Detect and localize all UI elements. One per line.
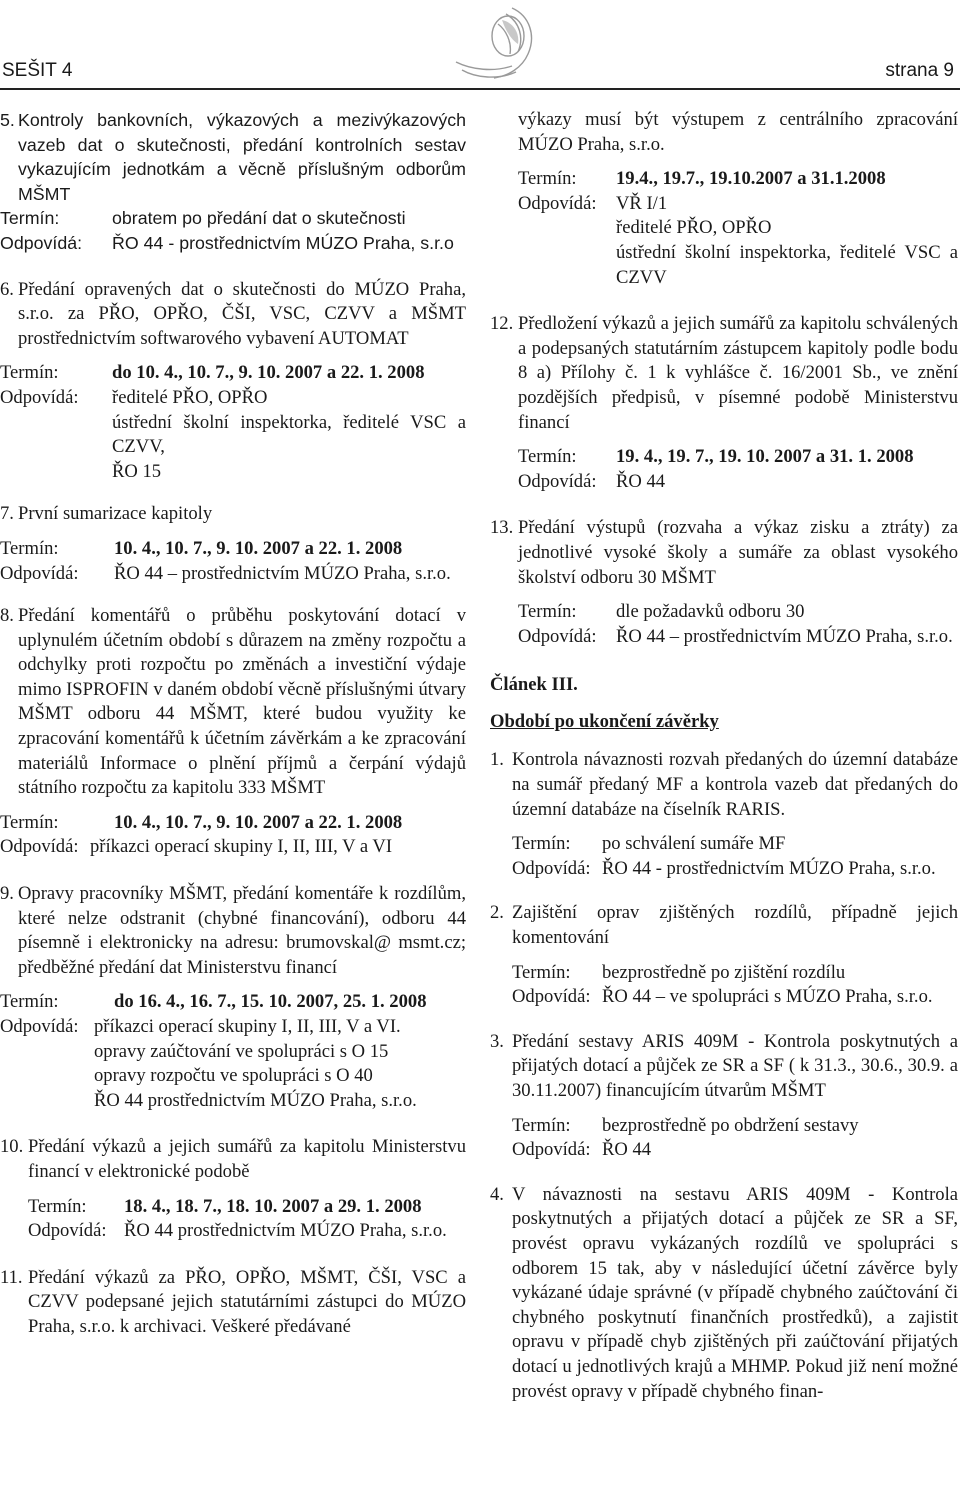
termin-label: Termín:	[512, 1114, 571, 1136]
odpovida-label: Odpovídá:	[512, 1139, 591, 1161]
item-text: Kontroly bankovních, výkazových a mezivýkazových vazeb dat o skutečnosti, předání kontrolních sestav vykazujícím jednotkám a věcně příslušným odborům MŠMT	[18, 110, 466, 204]
list-item-7	[0, 502, 466, 586]
emblem-icon	[442, 0, 542, 82]
odpovida-line: VŘ I/1	[616, 192, 668, 214]
termin-value: 19. 4., 19. 7., 19. 10. 2007 a 31. 1. 2008	[616, 446, 914, 468]
item-text: Předání výstupů (rozvaha a výkaz zisku a ztráty) za jednotlivé vysoké školy a sumáře za oblast vysokého školství odboru 30 MŠMT	[518, 517, 958, 588]
termin-value: 10. 4., 10. 7., 9. 10. 2007 a 22. 1. 2008	[114, 537, 403, 559]
item-number: 2.	[490, 902, 504, 924]
odpovida-line: ústřední školní inspektorka, ředitelé VSC a CZVV,	[112, 411, 466, 458]
odpovida-label: Odpovídá:	[0, 1016, 79, 1037]
section-heading: Období po ukončení závěrky	[490, 710, 719, 732]
termin-value: bezprostředně po obdržení sestavy	[602, 1114, 859, 1136]
odpovida-label: Odpovídá:	[0, 232, 83, 253]
item-number: 5.	[0, 110, 15, 130]
odpovida-line: ŘO 15	[112, 460, 162, 482]
odpovida-line: ředitelé PŘO, OPŘO	[112, 386, 268, 408]
item-number: 3.	[490, 1030, 504, 1052]
list-item-11-continued	[490, 108, 958, 290]
odpovida-label: Odpovídá:	[512, 857, 591, 879]
header-rule	[0, 88, 960, 90]
list-item-6	[0, 278, 466, 485]
item-text: Opravy pracovníky MŠMT, předání komentáře k rozdílům, které nelze odstranit (chybné financování), odboru 44 písemně i elektronicky na adresu: brumovskal@ msmt.cz; předběžné předání dat Ministerstvu financí	[18, 883, 466, 978]
termin-value: bezprostředně po zjištění rozdílu	[602, 961, 846, 983]
odpovida-line: příkazci operací skupiny I, II, III, V a VI.	[94, 1016, 401, 1037]
odpovida-label: Odpovídá:	[28, 1220, 107, 1242]
termin-value: po schválení sumáře MF	[602, 833, 786, 855]
item-number: 1.	[490, 749, 504, 771]
list-item-a1	[490, 748, 958, 881]
termin-label: Termín:	[0, 537, 59, 559]
termin-value: dle požadavků odboru 30	[616, 601, 805, 623]
odpovida-label: Odpovídá:	[518, 192, 597, 214]
list-item-8	[0, 604, 466, 860]
odpovida-value	[112, 386, 466, 484]
item-text: výkazy musí být výstupem z centrálního zpracování MÚZO Praha, s.r.o.	[518, 109, 958, 155]
item-text: V návaznosti na sestavu ARIS 409M - Kontrola poskytnutých a přijatých dotací a půjček ze SR a SF, provést opravu vykázaných rozdílů ve spolupráci s odborem 15 tak, aby v následující účetní závěrce byly vykázané údaje správné (v případě chybného zaúčtování či chybného poskytnutí finančních prostředků), a zajistit opravu v případě chyb zjištěných při zaúčtování přijatých dotací u jednotlivých krajů a MHMP. Pokud již není možné provést opravy v případě chybného finan-	[512, 1183, 958, 1402]
item-text: Předání výkazů a jejich sumářů za kapitolu Ministerstvu financí v elektronické podobě	[28, 1136, 466, 1182]
item-text: První sumarizace kapitoly	[18, 503, 213, 525]
item-text: Zajištění oprav zjištěných rozdílů, případně jejich komentování	[512, 902, 958, 949]
odpovida-value: ŘO 44 – prostřednictvím MÚZO Praha, s.r.o.	[114, 562, 451, 584]
odpovida-line: ústřední školní inspektorka, ředitelé VSC a CZVV	[616, 241, 958, 288]
item-number: 12.	[490, 313, 514, 335]
item-text: Předání výkazů za PŘO, OPŘO, MŠMT, ČŠI, VSC a CZVV podepsané jejich statutárními zástupci do MÚZO Praha, s.r.o. k archivaci. Veškeré předávané	[28, 1266, 466, 1337]
item-text: Předložení výkazů a jejich sumářů za kapitolu schválených a podepsaných statutárním zástupcem kapitoly podle bodu 8 a) Přílohy č. 1 k vyhlášce č. 16/2001 Sb., ve znění pozdějších předpisů, v písemné podobě Ministerstvu financí	[518, 313, 958, 433]
odpovida-line: opravy rozpočtu ve spolupráci s O 40	[94, 1065, 373, 1087]
termin-label: Termín:	[512, 833, 571, 855]
odpovida-line: opravy zaúčtování ve spolupráci s O 15	[94, 1040, 389, 1062]
termin-value: 19.4., 19.7., 19.10.2007 a 31.1.2008	[616, 168, 886, 190]
article-heading: Článek III.	[490, 674, 578, 696]
termin-label: Termín:	[0, 811, 59, 833]
item-number: 9.	[0, 883, 14, 905]
odpovida-value: ŘO 44 - prostřednictvím MÚZO Praha, s.r.o	[112, 232, 454, 253]
list-item-a4	[490, 1183, 958, 1404]
item-number: 7.	[0, 503, 14, 525]
odpovida-label: Odpovídá:	[0, 386, 79, 408]
list-item-9	[0, 882, 466, 1113]
item-text: Předání opravených dat o skutečnosti do MÚZO Praha, s.r.o. za PŘO, OPŘO, ČŠI, VSC, CZVV a MŠMT prostřednictvím softwarového vybavení AUTOMAT	[18, 278, 466, 349]
item-text: Předání sestavy ARIS 409M - Kontrola poskytnutých a přijatých dotací a půjček ze SR a SF ( k 31.3., 30.6., 30.9. a 30.11.2007) financujícím útvarům MŠMT	[512, 1030, 958, 1101]
item-number: 8.	[0, 605, 14, 627]
odpovida-label: Odpovídá:	[512, 986, 591, 1008]
odpovida-value: ŘO 44 - prostřednictvím MÚZO Praha, s.r.o.	[602, 857, 936, 879]
termin-value: do 10. 4., 10. 7., 9. 10. 2007 a 22. 1. 2008	[112, 362, 425, 384]
odpovida-label: Odpovídá:	[518, 625, 597, 647]
list-item-5	[0, 108, 466, 256]
item-text: Předání komentářů o průběhu poskytování dotací v uplynulém účetním období s důrazem na změny rozpočtu a odchylky proti rozpočtu po změnách a investiční výdaje mimo ISPROFIN v daném období věcně příslušnými útvary MŠMT odboru 44 MŠMT, které budou využity ke zpracování komentářů k účetním závěrkám a ke zpracování materiálů Informace o plnění příjmů a čerpání výdajů státního rozpočtu za kapitolu 333 MŠMT	[18, 605, 466, 799]
termin-value: 10. 4., 10. 7., 9. 10. 2007 a 22. 1. 2008	[114, 811, 403, 833]
termin-value: obratem po předání dat o skutečnosti	[112, 208, 406, 229]
odpovida-label: Odpovídá:	[0, 836, 79, 858]
item-number: 6.	[0, 278, 14, 300]
odpovida-value: příkazci operací skupiny I, II, III, V a VI	[90, 836, 393, 858]
termin-label: Termín:	[518, 601, 577, 623]
list-item-a2	[490, 901, 958, 1009]
termin-value: 18. 4., 18. 7., 18. 10. 2007 a 29. 1. 2008	[124, 1195, 422, 1217]
list-item-11	[0, 1266, 466, 1340]
termin-label: Termín:	[28, 1195, 87, 1217]
odpovida-value: ŘO 44 prostřednictvím MÚZO Praha, s.r.o.	[124, 1220, 447, 1242]
odpovida-label: Odpovídá:	[0, 562, 79, 584]
termin-value: do 16. 4., 16. 7., 15. 10. 2007, 25. 1. 2008	[114, 991, 427, 1013]
termin-label: Termín:	[518, 168, 577, 190]
odpovida-value: ŘO 44	[616, 470, 666, 492]
list-item-10	[0, 1135, 466, 1243]
item-number: 11.	[0, 1266, 23, 1288]
odpovida-value	[616, 192, 958, 290]
termin-label: Termín:	[0, 991, 59, 1013]
item-number: 10.	[0, 1136, 24, 1158]
list-item-a3	[490, 1030, 958, 1163]
odpovida-value: ŘO 44	[602, 1139, 652, 1161]
odpovida-line: ŘO 44 prostřednictvím MÚZO Praha, s.r.o.	[94, 1089, 417, 1111]
termin-label: Termín:	[0, 208, 60, 229]
item-text: Kontrola návaznosti rozvah předaných do územní databáze na sumář předaný MF a kontrola vazeb dat předaných do územní databáze na číselník RARIS.	[512, 749, 958, 820]
list-item-12	[490, 312, 958, 494]
issue-label: SEŠIT 4	[2, 60, 73, 81]
item-number: 13.	[490, 517, 514, 539]
termin-label: Termín:	[0, 362, 59, 384]
list-item-13	[490, 516, 958, 649]
odpovida-value: ŘO 44 – ve spolupráci s MÚZO Praha, s.r.o.	[602, 986, 933, 1008]
odpovida-label: Odpovídá:	[518, 470, 597, 492]
termin-label: Termín:	[518, 446, 577, 468]
odpovida-value	[94, 1015, 466, 1113]
right-column	[490, 108, 958, 1418]
odpovida-value: ŘO 44 – prostřednictvím MÚZO Praha, s.r.o.	[616, 625, 953, 647]
left-column	[0, 108, 466, 1354]
page-number: strana 9	[885, 60, 954, 81]
item-number: 4.	[490, 1183, 504, 1205]
termin-label: Termín:	[512, 961, 571, 983]
odpovida-line: ředitelé PŘO, OPŘO	[616, 217, 772, 239]
